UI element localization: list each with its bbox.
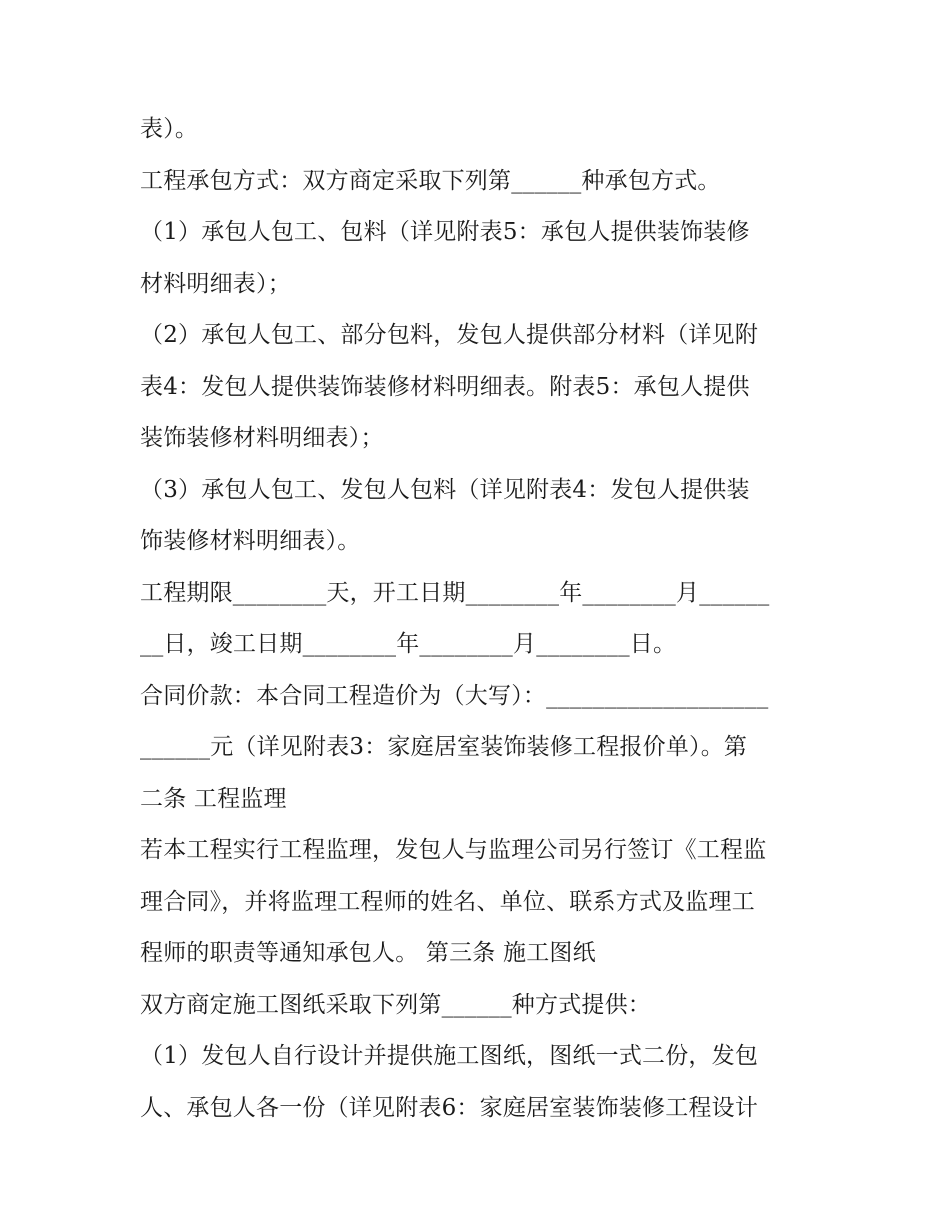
text-line: 表）。 [140,116,199,142]
text-line: __日，竣工日期________年________月________日。 [140,631,677,657]
text-line: 双方商定施工图纸采取下列第______种方式提供： [140,991,651,1018]
text-line: ______元（详见附表3：家庭居室装饰装修工程报价单）。第 [140,734,748,760]
text-line: 理合同》，并将监理工程师的姓名、单位、联系方式及监理工 [140,888,755,915]
section-heading-line: 二条 工程监理 [140,785,287,812]
text-line: 人、承包人各一份（详见附表6：家庭居室装饰装修工程设计 [140,1094,759,1121]
text-line: 饰装修材料明细表）。 [140,528,361,554]
text-line: 工程期限________天，开工日期________年________月______ [140,579,770,606]
text-line: （1）承包人包工、包料（详见附表5：承包人提供装饰装修 [140,219,750,245]
text-line: （2）承包人包工、部分包料，发包人提供部分材料（详见附 [140,322,759,348]
text-line: 合同价款：本合同工程造价为（大写）：___________________ [140,682,769,709]
text-line: 若本工程实行工程监理，发包人与监理公司另行签订《工程监 [140,837,767,863]
text-line: 程师的职责等通知承包人。 第三条 施工图纸 [140,940,596,966]
text-line: 工程承包方式：双方商定采取下列第______种承包方式。 [140,167,721,194]
contract-text [140,104,830,1134]
text-line: （3）承包人包工、发包人包料（详见附表4：发包人提供装 [140,476,750,503]
text-line: 材料明细表）； [140,270,291,297]
text-line: 表4：发包人提供装饰装修材料明细表。附表5：承包人提供 [140,373,750,400]
text-line: （1）发包人自行设计并提供施工图纸，图纸一式二份，发包 [140,1043,759,1069]
text-line: 装饰装修材料明细表）； [140,425,384,451]
